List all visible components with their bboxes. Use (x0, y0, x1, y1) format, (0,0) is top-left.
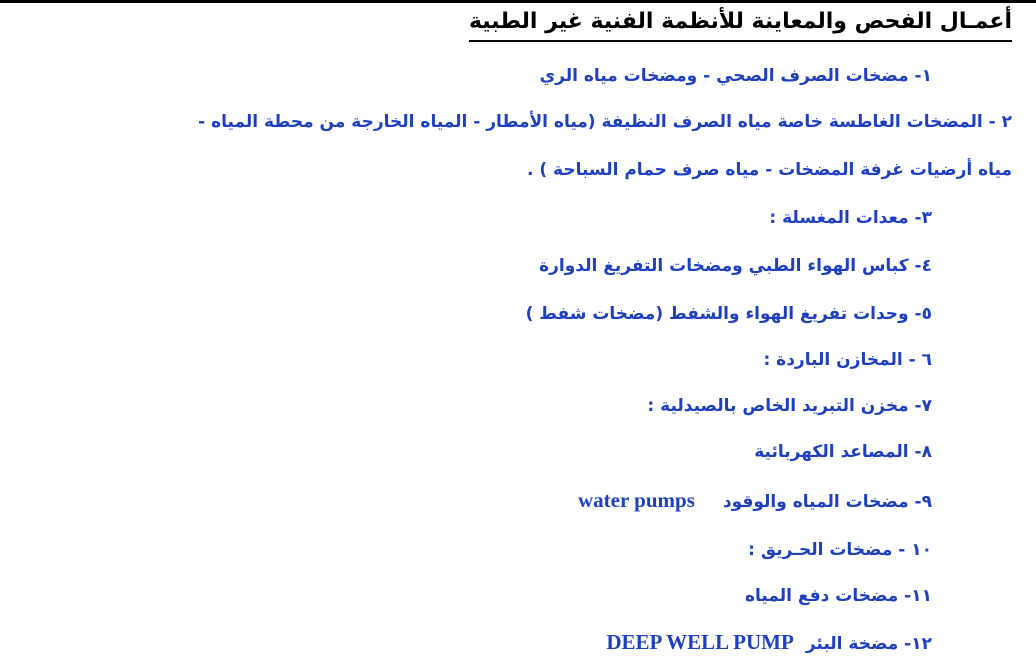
list-item-1: ١- مضخات الصرف الصحي - ومضخات مياه الري (539, 66, 932, 86)
list-item-7: ٧- مخزن التبريد الخاص بالصيدلية : (647, 396, 932, 416)
page-title: أعمـال الفحص والمعاينة للأنظمة الفنية غير الطبية (469, 4, 1012, 42)
list-item-9 (578, 482, 932, 518)
list-item-2-continuation: مياه أرضيات غرفة المضخات - مياه صرف حمام السباحة ) . (526, 160, 1012, 180)
list-item-2: ٢ - المضخات الغاطسة خاصة مياه الصرف النظيفة (مياه الأمطار - المياه الخارجة من محطة المياه - (198, 112, 1012, 132)
list-item-9-arabic: ٩- مضخات المياه والوقود (722, 492, 932, 512)
list-item-5: ٥- وحدات تفريغ الهواء والشفط (مضخات شفط ) (525, 304, 932, 324)
list-item-4: ٤- كباس الهواء الطبي ومضخات التفريغ الدوارة (539, 256, 932, 276)
list-item-9-latin: water pumps (578, 488, 695, 512)
list-item-6: ٦ - المخازن الباردة : (763, 350, 932, 370)
list-item-12-latin: DEEP WELL PUMP (606, 630, 794, 654)
top-rule (0, 0, 1036, 3)
list-item-11: ١١- مضخات دفع المياه (744, 586, 932, 606)
list-item-8: ٨- المصاعد الكهربائية (754, 442, 932, 462)
list-item-12 (606, 624, 932, 660)
list-item-12-arabic: ١٢- مضخة البئر (805, 634, 932, 654)
list-item-10: ١٠ - مضخات الحـريق : (748, 540, 932, 560)
list-item-3: ٣- معدات المغسلة : (769, 208, 932, 228)
